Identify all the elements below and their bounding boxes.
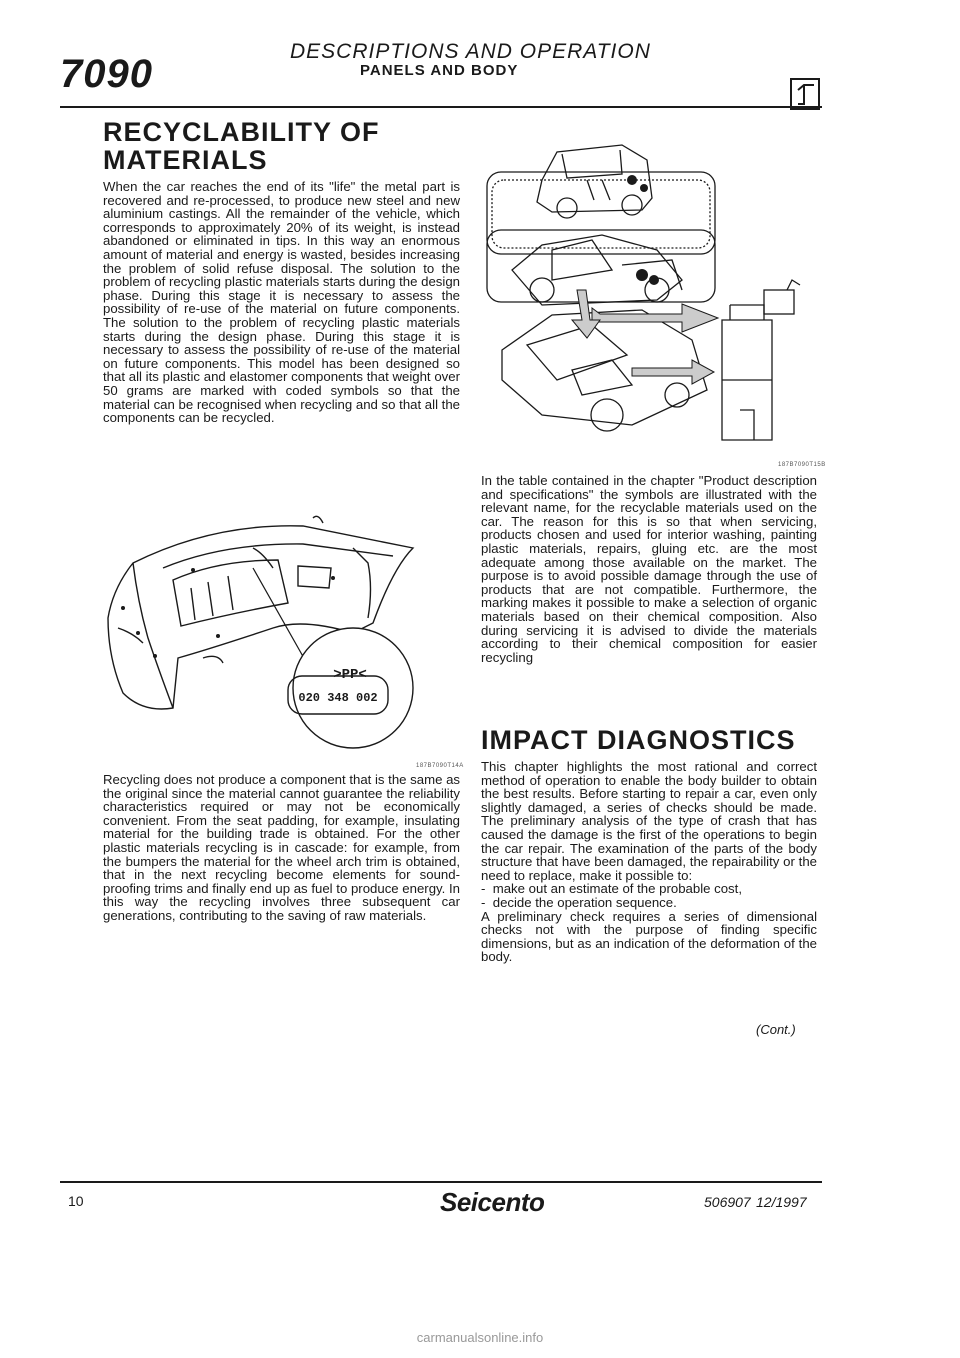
part-code: 020 348 002: [298, 691, 378, 705]
header-title: DESCRIPTIONS AND OPERATION: [290, 40, 651, 63]
impact-heading: IMPACT DIAGNOSTICS: [481, 725, 796, 755]
document-number: 506907: [704, 1194, 751, 1210]
impact-bullet-1: - make out an estimate of the probable cost,: [481, 881, 742, 897]
recycling-intro-text: When the car reaches the end of its "life" the metal part is recovered and re-processed, to produce new steel and new aluminium castings. All the remainder of the vehicle, which corresponds to approximately 20% of its weight, is instead abandoned or eliminated in tips. In this way an enormous amount of material and energy is wasted, besides increasing the problem of solid refuse disposal. The solution to the problem of recycling plastic materials starts during the design phase. During this stage it is necessary to assess the possibility of re-use of the material on future components. The solution to the problem of recycling plastic materials starts during the design phase. During this stage it is necessary to assess the possibility of re-use of the material on future components. This model has been designed so that all its plastic and elastomer components that weight over 50 grams are marked with coded symbols so that the material can be recognised when recycling and so that all the components can be recycled.: [103, 179, 461, 426]
brand-logo: Seicento: [440, 1187, 545, 1217]
continued-note: (Cont.): [756, 1022, 796, 1037]
header-rule: [60, 106, 822, 108]
bumper-figure: [103, 508, 423, 758]
watermark: carmanualsonline.info: [416, 1330, 544, 1345]
impact-text: This chapter highlights the most rational and correct method of operation to enable the body builder to obtain the best results. Before starting to repair a car, even only slightly damaged, a series of checks should be made. The preliminary analysis of the type of crash that has caused the damage is the first of the operations to begin the car repair. The examination of the parts of the body structure that have been damaged, the repairability or the need to replace, make it possible to:: [481, 759, 817, 883]
bumper-figure-ref: 187B7090T14A: [416, 763, 464, 769]
header-subtitle: PANELS AND BODY: [360, 62, 519, 79]
page-number: 10: [68, 1193, 84, 1209]
recycling-cycle-figure: [482, 140, 822, 458]
recyclable-materials-text: In the table contained in the chapter "Product description and specifications" the symbols are illustrated with the relevant name, for the recyclable materials used on the car. The reason for this is so that when servicing, products chosen and used for interior washing, painting plastic materials, repairs, gluing etc. are the most adequate among those available on the market. The purpose is to avoid possible damage through the use of products that are not compatible. Furthermore, the marking makes it possible to make a selection of organic materials based on their chemical composition. Also during servicing it is advised to divide the materials according to their chemical composition for easier recycling: [481, 473, 817, 665]
recyclability-heading: [103, 118, 380, 174]
recyclability-heading-line1: RECYCLABILITY OF: [103, 117, 380, 147]
impact-bullet-2: - decide the operation sequence.: [481, 894, 677, 910]
impact-bullet-2-text: decide the operation sequence.: [492, 894, 677, 910]
material-symbol: >PP<: [333, 667, 367, 683]
document-date: 12/1997: [756, 1194, 807, 1210]
recycling-after-text: Recycling does not produce a component that is the same as the original since the material cannot guarantee the reliability characteristics required or may not be economically convenient. From the seat padding, for example, insulating material for the building trade is obtained. For the other plastic materials recycling is in cascade: for example, from the bumpers the material for the wheel arch trim is obtained, that in the next recycling become elements for sound-proofing trims and finally end up as fuel to produce energy. In this way the recycling involves three subsequent car generations, contributing to the saving of raw materials.: [103, 772, 461, 923]
impact-section: [481, 760, 817, 964]
footer-rule: [60, 1181, 822, 1183]
door-panel-icon: [790, 78, 820, 110]
section-code: 7090: [60, 52, 153, 96]
impact-text-2: A preliminary check requires a series of dimensional checks not with the purpose of finding specific dimensions, but as an indication of the deformation of the body.: [481, 908, 817, 965]
cycle-figure-ref: 187B7090T15B: [778, 462, 826, 468]
recyclability-heading-line2: MATERIALS: [103, 145, 268, 175]
impact-bullet-1-text: make out an estimate of the probable cost,: [492, 881, 742, 897]
